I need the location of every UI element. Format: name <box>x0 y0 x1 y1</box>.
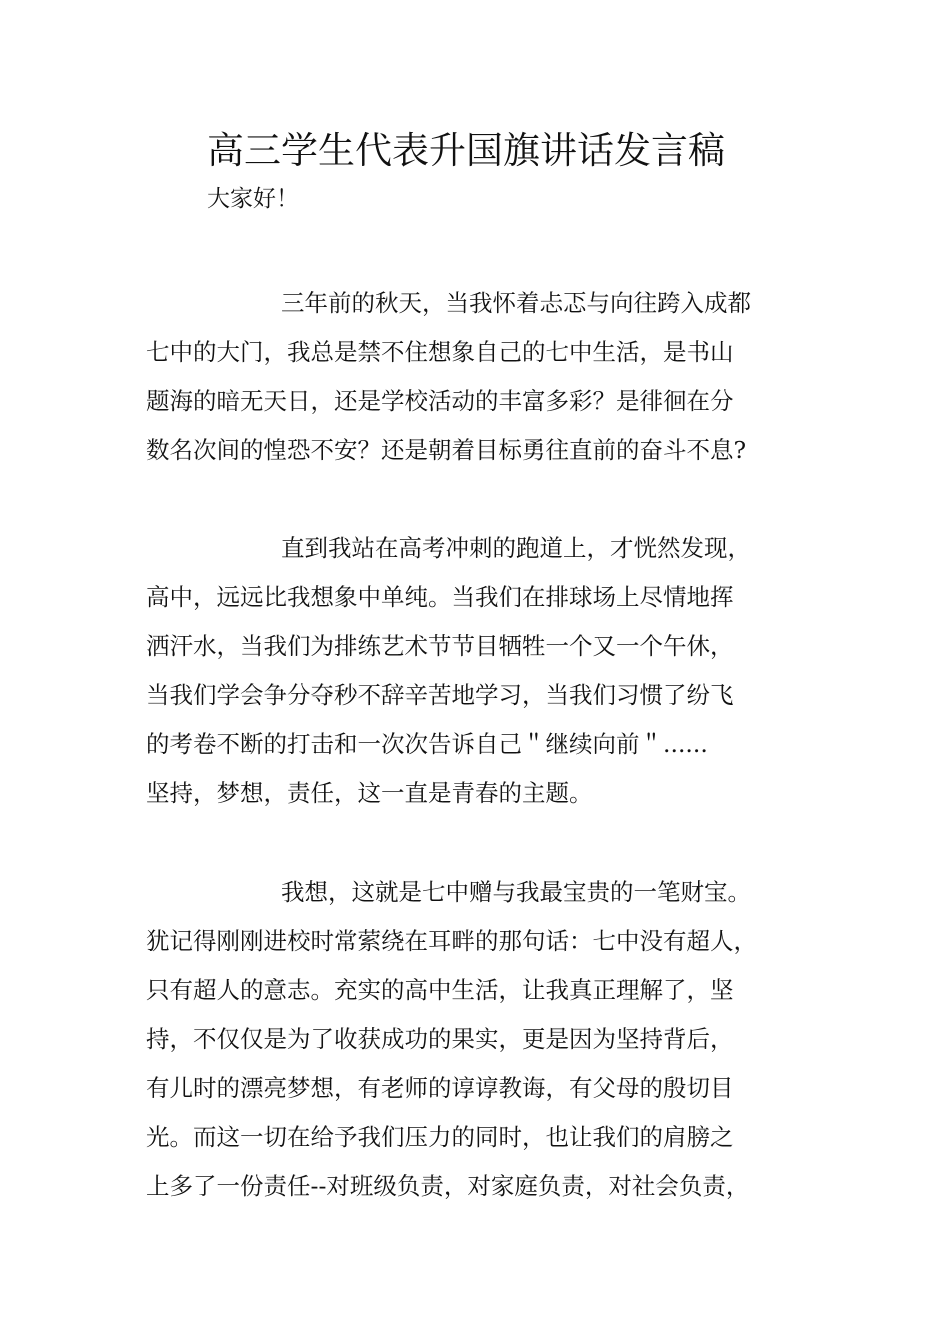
paragraph-line: 光。而这一切在给予我们压力的同时，也让我们的肩膀之 <box>146 1123 734 1151</box>
paragraph-line: 三年前的秋天，当我怀着忐忑与向往跨入成都 <box>281 289 751 317</box>
paragraph-line: 七中的大门，我总是禁不住想象自己的七中生活，是书山 <box>146 338 734 366</box>
paragraph-line: 高中，远远比我想象中单纯。当我们在排球场上尽情地挥 <box>146 583 734 611</box>
paragraph-line: 犹记得刚刚进校时常萦绕在耳畔的那句话：七中没有超人， <box>146 927 757 955</box>
paragraph-line: 上多了一份责任--对班级负责，对家庭负责，对社会负责， <box>146 1172 750 1200</box>
paragraph-line: 数名次间的惶恐不安？还是朝着目标勇往直前的奋斗不息? <box>146 436 747 464</box>
paragraph-line: 只有超人的意志。充实的高中生活，让我真正理解了，坚 <box>146 976 734 1004</box>
paragraph <box>146 279 836 475</box>
paragraph-line: 题海的暗无天日，还是学校活动的丰富多彩？是徘徊在分 <box>146 387 734 415</box>
paragraph <box>146 524 836 818</box>
paragraph-line: 坚持，梦想，责任，这一直是青春的主题。 <box>146 779 593 807</box>
paragraph-line: 直到我站在高考冲刺的跑道上，才恍然发现， <box>281 534 751 562</box>
document-title: 高三学生代表升国旗讲话发言稿 <box>207 129 725 172</box>
greeting: 大家好！ <box>207 186 299 212</box>
paragraph <box>146 868 836 1211</box>
paragraph-line: 持，不仅仅是为了收获成功的果实，更是因为坚持背后， <box>146 1025 734 1053</box>
paragraph-line: 有儿时的漂亮梦想，有老师的谆谆教诲，有父母的殷切目 <box>146 1074 734 1102</box>
paragraph-line: 我想，这就是七中赠与我最宝贵的一笔财宝。 <box>281 878 751 906</box>
paragraph-line: 当我们学会争分夺秒不辞辛苦地学习，当我们习惯了纷飞 <box>146 681 734 709</box>
paragraph-line: 洒汗水，当我们为排练艺术节节目牺牲一个又一个午休， <box>146 632 734 660</box>
paragraph-line: 的考卷不断的打击和一次次告诉自己＂继续向前＂...... <box>146 730 708 758</box>
